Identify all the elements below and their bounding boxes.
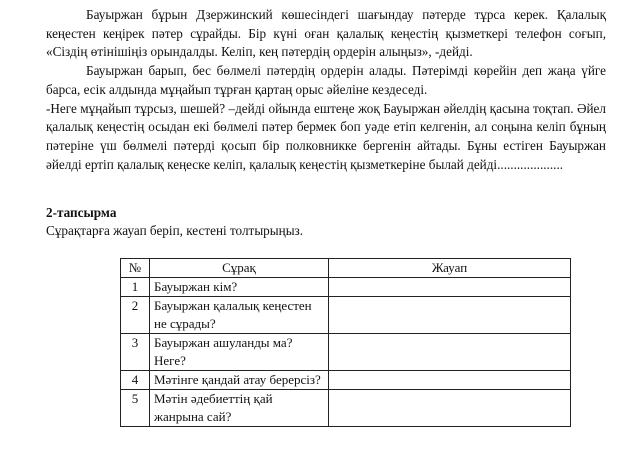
table-row — [121, 278, 571, 297]
table-row — [121, 334, 571, 371]
reading-text — [46, 6, 606, 174]
table-row — [121, 371, 571, 390]
task-title: 2-тапсырма — [46, 205, 117, 220]
paragraph-2: Бауыржан барып, бес бөлмелі пәтердің ордерін алады. Пәтерімді көрейін деп жаңа үйге барса, есік алдында мұңайып тұрған қартаң орыс әйеліне кездеседі. — [46, 63, 606, 97]
row-number: 3 — [121, 334, 150, 371]
qa-table — [120, 258, 571, 427]
header-answer: Жауап — [329, 259, 571, 278]
answer-cell[interactable] — [329, 390, 571, 427]
row-question: Бауыржан ашуланды ма? Неге? — [150, 334, 329, 371]
header-number: № — [121, 259, 150, 278]
row-number: 2 — [121, 297, 150, 334]
answer-cell[interactable] — [329, 371, 571, 390]
paragraph-1: Бауыржан бұрын Дзержинский көшесіндегі шағындау пәтерде тұрса керек. Қалалық кеңестен кеңірек пәтер сұрайды. Бір күні оған қалалық кеңестің қызметкері телефон соғып, «Сіздің өтінішіңіз орындалды. Келіп, кең пәтердің ордерін алыңыз», -дейді. — [46, 7, 606, 60]
table-row — [121, 297, 571, 334]
row-question: Мәтінге қандай атау берерсіз? — [150, 371, 329, 390]
answer-cell[interactable] — [329, 278, 571, 297]
task-instruction: Сұрақтарға жауап беріп, кестені толтырыңыз. — [46, 223, 304, 238]
row-number: 5 — [121, 390, 150, 427]
table-row — [121, 390, 571, 427]
answer-cell[interactable] — [329, 297, 571, 334]
row-question: Бауыржан қалалық кеңестен не сұрады? — [150, 297, 329, 334]
table-header-row — [121, 259, 571, 278]
row-question: Мәтін әдебиеттің қай жанрына сай? — [150, 390, 329, 427]
row-number: 4 — [121, 371, 150, 390]
row-question: Бауыржан кім? — [150, 278, 329, 297]
paragraph-3: -Неге мұңайып тұрсыз, шешей? –дейді ойында ештеңе жоқ Бауыржан әйелдің қасына тоқтап. Әйел қалалық кеңестің осыдан екі бөлмелі пәтер бермек боп уәде етіп келгенін, ал соңына келіп бұның пәтеріне үш бөлмелі пәтерді қосып бір полковникке бергенін айтады. Бұны естіген Бауыржан әйелді ертіп қалалық кеңеске келіп, қалалық кеңестің қызметкеріне былай дейді.................... — [46, 100, 606, 172]
answer-cell[interactable] — [329, 334, 571, 371]
header-question: Сұрақ — [150, 259, 329, 278]
row-number: 1 — [121, 278, 150, 297]
